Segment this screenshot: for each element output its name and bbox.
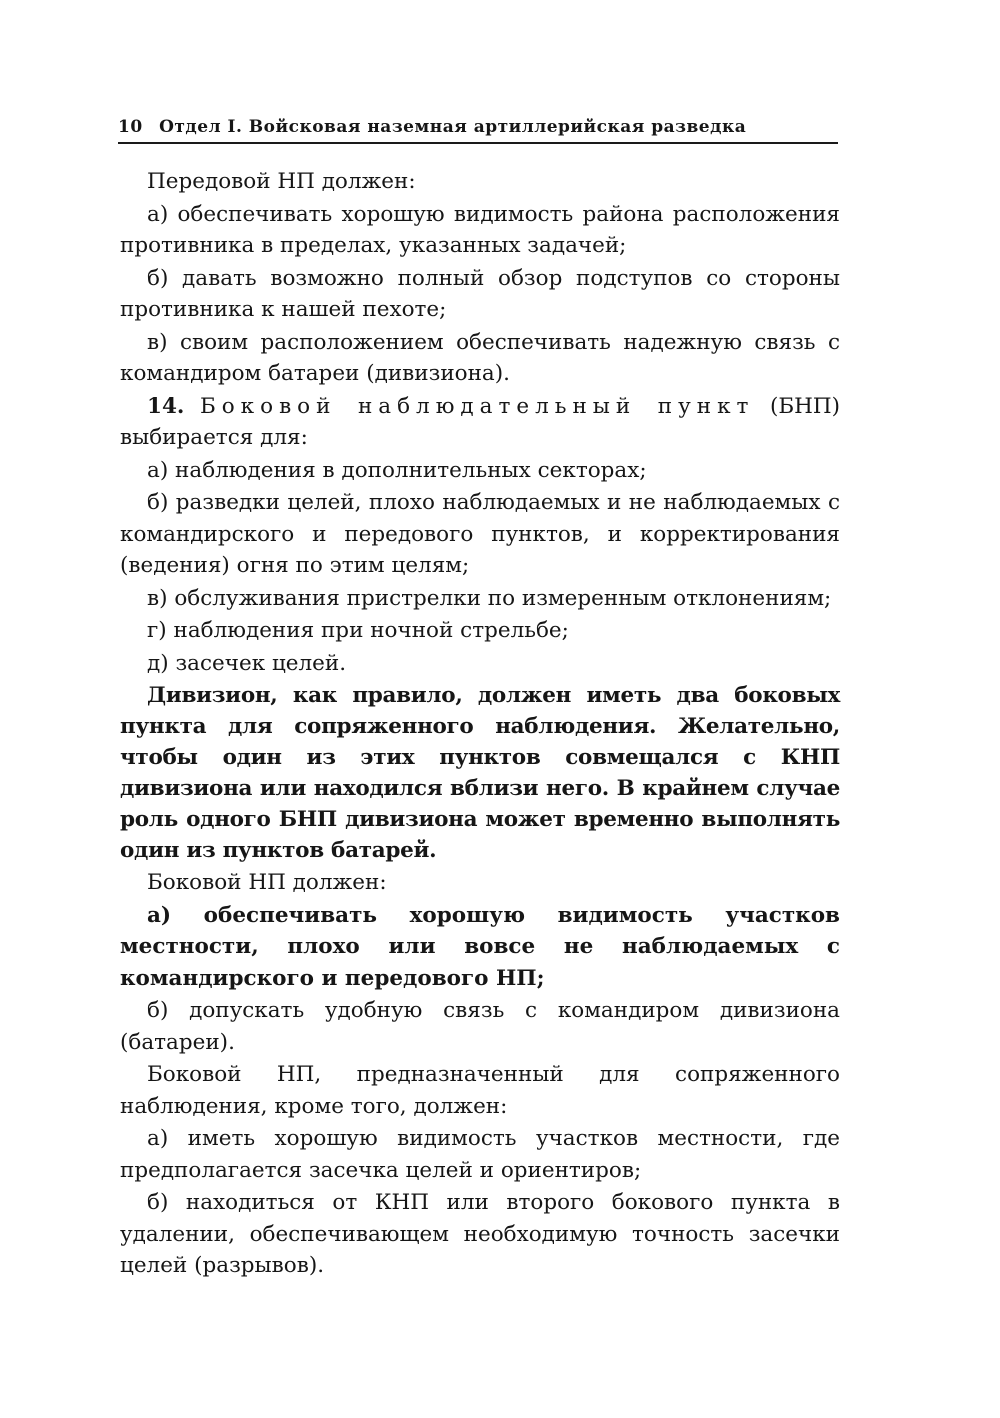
page-number: 10 (118, 117, 143, 137)
paragraph-forward-b: б) давать возможно полный обзор подступов со стороны противника к нашей пехоте; (120, 265, 840, 322)
paragraph-side-np-intro: Боковой НП должен: (147, 870, 387, 895)
section-title: Отдел I. Войсковая наземная артиллерийская разведка (159, 117, 747, 137)
paragraph-side-v: в) обслуживания пристрелки по измеренным отклонениям; (147, 585, 832, 611)
paragraph-side-g: г) наблюдения при ночной стрельбе; (147, 618, 569, 643)
paragraph-conjugate-b: б) находиться от КНП или второго бокового пункта в удалении, обеспечивающем необходимую точность засечки целей (разрывов). (120, 1190, 840, 1278)
section-14-heading (120, 391, 840, 454)
paragraph-forward-a: а) обеспечивать хорошую видимость района расположения противника в пределах, указанных задачей; (120, 201, 840, 258)
paragraph-division: Дивизион, как правило, должен иметь два боковых пункта для сопряженного наблюдения. Желательно, чтобы один из этих пунктов совмещался с КНП дивизиона или находился вблизи него. В крайнем случае роль одного БНП дивизиона может временно выполнять один из пунктов батарей. (120, 683, 840, 863)
paragraph-conjugate-a: а) иметь хорошую видимость участков местности, где предполагается засечка целей и ориентиров; (120, 1126, 840, 1183)
paragraph-forward-v: в) своим расположением обеспечивать надежную связь с командиром батареи (дивизиона). (120, 329, 840, 386)
running-header (118, 112, 838, 144)
paragraph-side-d: д) засечек целей. (147, 650, 347, 676)
paragraph-conjugate-intro: Боковой НП, предназначенный для сопряженного наблюдения, кроме того, должен: (120, 1062, 840, 1119)
paragraph-side-b: б) разведки целей, плохо наблюдаемых и не наблюдаемых с командирского и передового пунктов, и корректирования (ведения) огня по этим целям; (120, 490, 840, 578)
section-number: 14. (147, 393, 185, 419)
section-14-spaced-term: Боковой наблюдательный пункт (199, 393, 755, 419)
paragraph-side-np-b: б) допускать удобную связь с командиром дивизиона (батареи). (120, 998, 840, 1055)
paragraph-forward-np-intro: Передовой НП должен: (147, 169, 416, 194)
section-14-rest: (БНП) выбирается для: (120, 393, 841, 450)
paragraph-side-a: а) наблюдения в дополнительных секторах; (147, 457, 647, 483)
body-text (120, 166, 840, 1283)
paragraph-side-np-a: а) обеспечивать хорошую видимость участков местности, плохо или вовсе не наблюдаемых с командирского и передового НП; (120, 902, 840, 991)
